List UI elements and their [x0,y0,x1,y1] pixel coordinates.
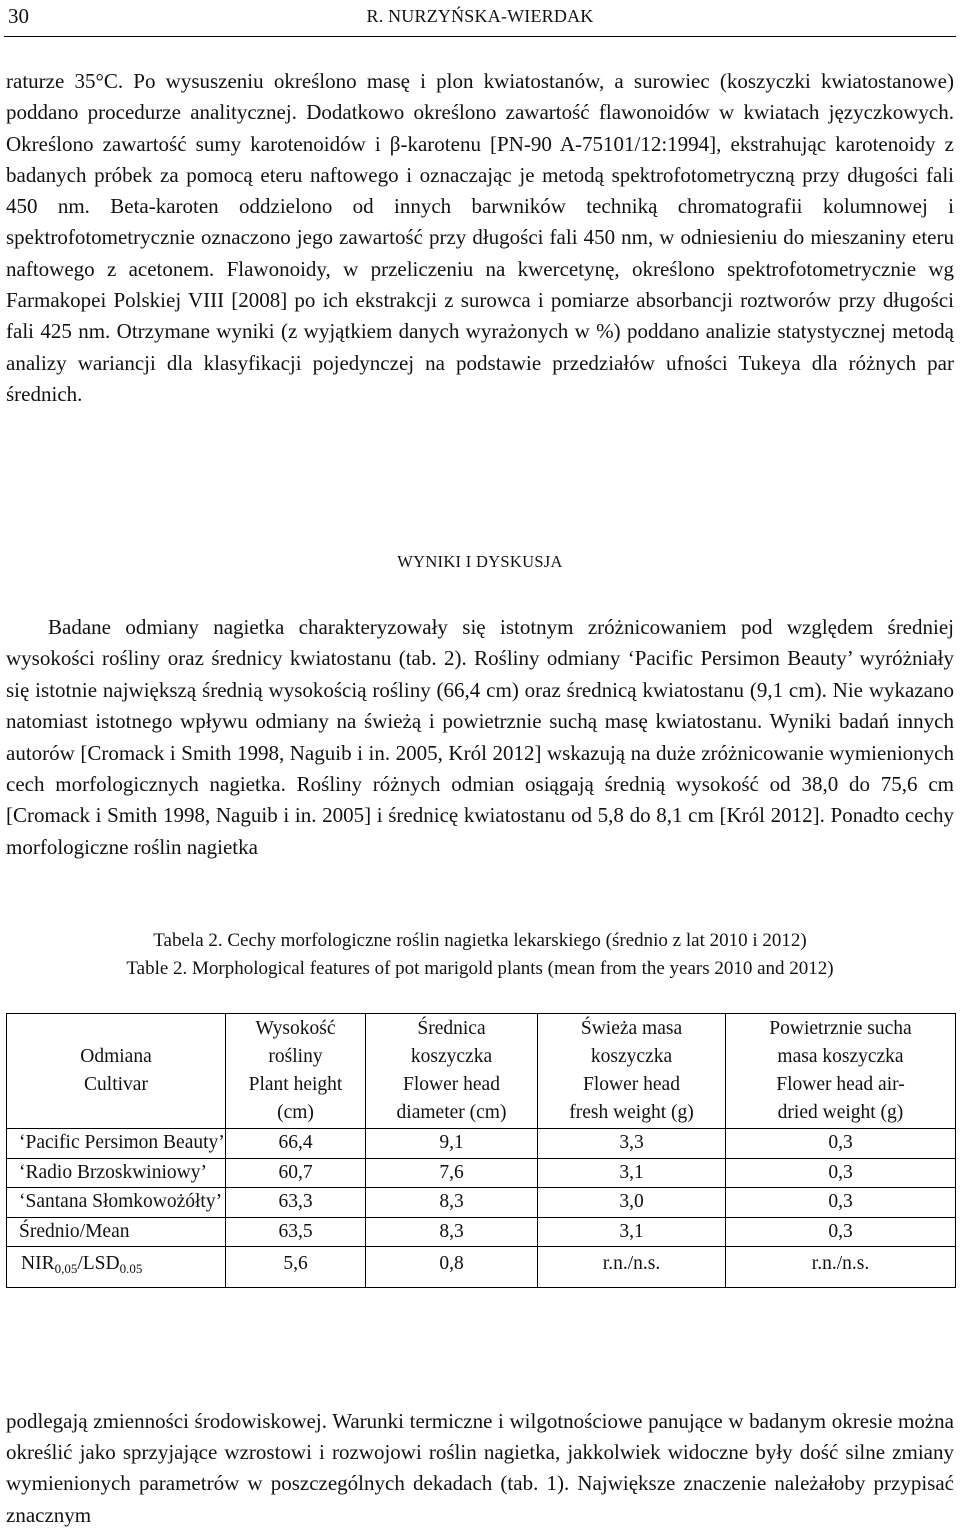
diameter-value: 9,1 [366,1129,538,1159]
header-line: dried weight (g) [777,1102,904,1123]
dry-weight-value: 0,3 [726,1217,956,1247]
table-row [7,1188,956,1218]
cultivar-name: ‘Radio Brzoskwiniowy’ [7,1158,226,1188]
methods-paragraph: raturze 35°C. Po wysuszeniu określono masę i plon kwiatostanów, a surowiec (koszyczki kwiatostanowe) poddano procedurze analitycznej. Dodatkowo określono zawartość flawonoidów w kwiatach języczkowych. Określono zawartość sumy karotenoidów i β-karotenu [PN-90 A-75101/12:1994], ekstrahując karotenoidy z badanych próbek za pomocą eteru naftowego i oznaczając je metodą spektrofotometryczną przy długości fali 450 nm. Beta-karoten oddzielono od innych barwników techniką chromatografii kolumnowej i spektrofotometrycznie oznaczono jego zawartość przy długości fali 450 nm, w odniesieniu do mieszaniny eteru naftowego z acetonem. Flawonoidy, w przeliczeniu na kwercetynę, określono spektrofotometrycznie wg Farmakopei Polskiej VIII [2008] po ich ekstrakcji z surowca i pomiarze absorbancji roztworów przy długości fali 425 nm. Otrzymane wyniki (z wyjątkiem danych wyrażonych w %) poddano analizie statystycznej metodą analizy wariancji dla klasyfikacji pojedynczej na podstawie przedziałów ufności Tukeya dla różnych par średnich. [6,69,954,406]
header-line: Flower head air- [776,1074,905,1095]
header-rule [4,36,956,37]
page-number: 30 [8,4,29,28]
plant-height-value: 60,7 [226,1158,366,1188]
header-line: Powietrznie sucha [769,1018,912,1039]
table-row [7,1158,956,1188]
lsd-slash: / [77,1253,83,1274]
fresh-weight-lsd: r.n./n.s. [538,1247,726,1288]
lsd-label-en: LSD [82,1253,120,1274]
lsd-label [7,1247,226,1288]
mean-label: Średnio/Mean [7,1217,226,1247]
header-fresh-weight [538,1014,726,1129]
results-paragraph: Badane odmiany nagietka charakteryzowały się istotnym zróżnicowaniem pod względem średniej wysokości rośliny oraz średnicy kwiatostanu (tab. 2). Rośliny odmiany ‘Pacific Persimon Beauty’ wyróżniały się istotnie największą średnią wysokością rośliny (66,4 cm) oraz średnicą kwiatostanu (9,1 cm). Nie wykazano natomiast istotnego wpływu odmiany na świeżą i powietrznie suchą masę kwiatostanu. Wyniki badań innych autorów [Cromack i Smith 1998, Naguib i in. 2005, Król 2012] wskazują na duże zróżnicowanie wymienionych cech morfologicznych nagietka. Rośliny różnych odmian osiągają średnią wysokość od 38,0 do 75,6 cm [Cromack i Smith 1998, Naguib i in. 2005] i średnicę kwiatostanu od 5,8 do 8,1 cm [Król 2012]. Ponadto cechy morfologiczne roślin nagietka [6,615,954,859]
header-line: masa koszyczka [777,1046,904,1067]
plant-height-lsd: 5,6 [226,1247,366,1288]
table-row [7,1129,956,1159]
diameter-value: 7,6 [366,1158,538,1188]
header-line: diameter (cm) [396,1102,507,1123]
diameter-value: 8,3 [366,1217,538,1247]
header-line: Średnica [417,1018,486,1039]
header-cultivar-pl: Odmiana [80,1046,152,1067]
plant-height-value: 63,5 [226,1217,366,1247]
header-line: rośliny [268,1046,323,1067]
fresh-weight-value: 3,3 [538,1129,726,1159]
dry-weight-lsd: r.n./n.s. [726,1247,956,1288]
dry-weight-value: 0,3 [726,1188,956,1218]
fresh-weight-value: 3,0 [538,1188,726,1218]
fresh-weight-value: 3,1 [538,1158,726,1188]
fresh-weight-value: 3,1 [538,1217,726,1247]
header-line: Plant height [248,1074,343,1095]
header-cultivar [7,1014,226,1129]
plant-height-value: 66,4 [226,1129,366,1159]
header-line: koszyczka [410,1046,493,1067]
discussion-paragraph: podlegają zmienności środowiskowej. Warunki termiczne i wilgotnościowe panujące w badanym okresie można określić jako sprzyjające wzrostowi i rozwojowi roślin nagietka, jakkolwiek widoczne były dość silne zmiany wymienionych parametrów w poszczególnych dekadach (tab. 1). Największe znaczenie należałoby przypisać znacznym [6,1409,954,1527]
table-row-lsd [7,1247,956,1288]
header-line: Flower head [583,1074,680,1095]
morphology-table [6,1013,956,1288]
table-row-mean [7,1217,956,1247]
header-line: Flower head [403,1074,500,1095]
header-line: koszyczka [590,1046,673,1067]
cultivar-name: ‘Pacific Persimon Beauty’ [7,1129,226,1159]
header-flower-head-diameter [366,1014,538,1129]
section-title: WYNIKI I DYSKUSJA [397,552,563,571]
header-line: fresh weight (g) [569,1102,694,1123]
cultivar-name: ‘Santana Słomkowożółty’ [7,1188,226,1218]
header-line: Wysokość [255,1018,336,1039]
diameter-lsd: 0,8 [366,1247,538,1288]
table-header-row [7,1014,956,1129]
dry-weight-value: 0,3 [726,1158,956,1188]
header-plant-height [226,1014,366,1129]
table-caption-pl: Tabela 2. Cechy morfologiczne roślin nagietka lekarskiego (średnio z lat 2010 i 2012) [153,930,807,951]
dry-weight-value: 0,3 [726,1129,956,1159]
header-line: (cm) [277,1102,314,1123]
plant-height-value: 63,3 [226,1188,366,1218]
header-air-dried-weight [726,1014,956,1129]
header-cultivar-en: Cultivar [84,1074,148,1095]
header-line: Świeża masa [580,1018,683,1039]
running-head-author: R. NURZYŃSKA-WIERDAK [366,6,594,26]
table-caption-en: Table 2. Morphological features of pot marigold plants (mean from the years 2010 and 2012) [126,958,834,979]
lsd-label-pl: NIR [21,1253,55,1274]
diameter-value: 8,3 [366,1188,538,1218]
page-header [0,0,960,40]
lsd-subscript-pl: 0,05 [54,1261,78,1276]
lsd-subscript-en: 0.05 [119,1261,143,1276]
